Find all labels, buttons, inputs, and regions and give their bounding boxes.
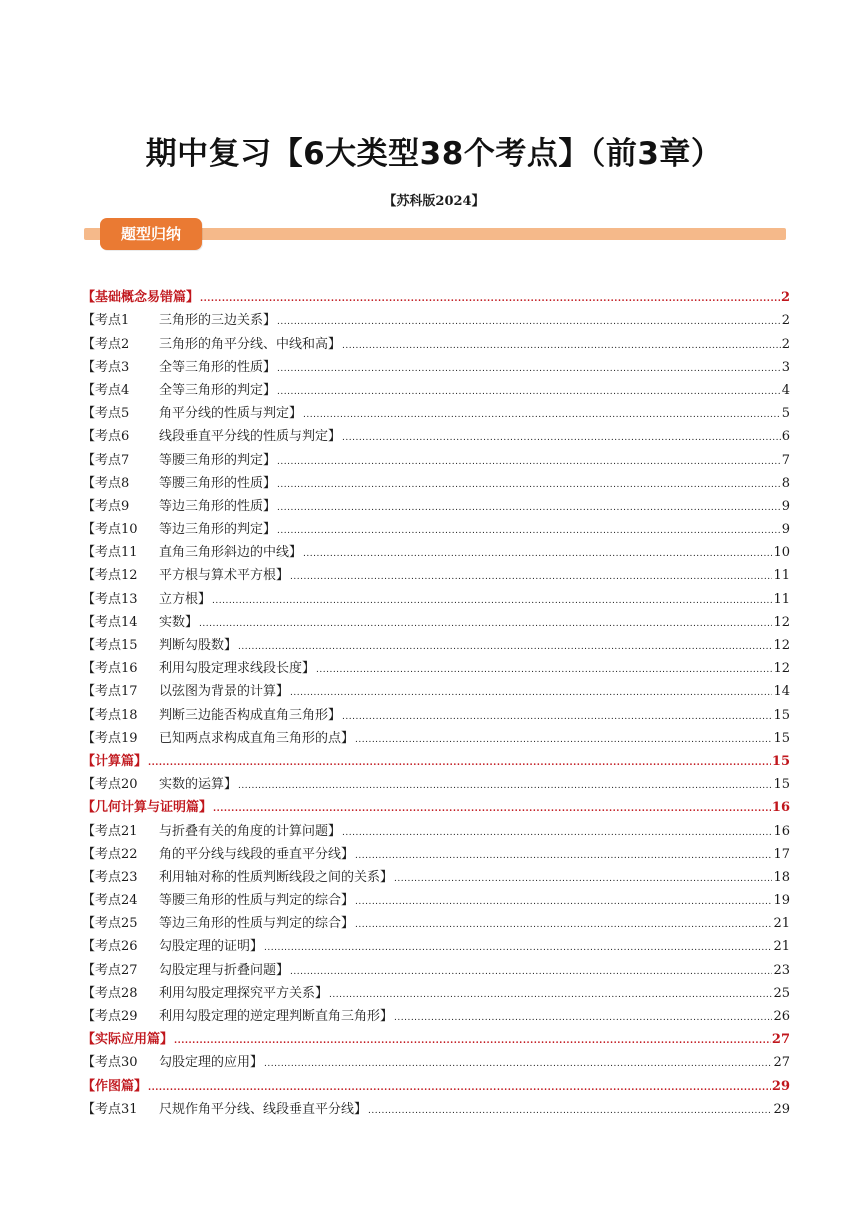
toc-entry-key: 【考点23 <box>82 869 138 885</box>
toc-entry-title: 等边三角形的判定】 <box>159 522 277 538</box>
toc-entry-label <box>82 383 276 399</box>
toc-page-number: 27 <box>771 1032 790 1048</box>
toc-entry-label <box>82 708 341 724</box>
toc-page-number: 2 <box>781 313 790 329</box>
toc-entry-title: 实数】 <box>159 614 199 630</box>
toc-page-number: 8 <box>781 475 790 491</box>
toc-entry-key: 【考点10 <box>82 522 138 538</box>
toc-dot-leader <box>238 640 772 654</box>
toc-entry-key: 【考点17 <box>82 684 138 700</box>
toc-dot-leader <box>264 1057 772 1071</box>
toc-entry-label <box>82 800 212 816</box>
toc-page-number: 18 <box>773 869 790 885</box>
toc-item-row[interactable] <box>82 979 790 1002</box>
toc-page-number: 25 <box>773 985 790 1001</box>
toc-entry-key: 【考点16 <box>82 661 138 677</box>
toc-dot-leader <box>355 733 772 747</box>
toc-page-number: 29 <box>771 1078 790 1094</box>
toc-dot-leader <box>212 594 772 608</box>
toc-dot-leader <box>394 872 772 886</box>
toc-entry-key: 【考点31 <box>82 1101 138 1117</box>
toc-dot-leader <box>303 547 772 561</box>
toc-entry-label <box>82 360 276 376</box>
toc-entry-title: 勾股定理与折叠问题】 <box>159 962 290 978</box>
toc-entry-key: 【考点3 <box>82 359 130 375</box>
toc-entry-title: 全等三角形的判定】 <box>159 382 277 398</box>
toc-dot-leader <box>200 292 780 306</box>
toc-item-row[interactable] <box>82 932 790 955</box>
toc-page-number: 21 <box>773 916 790 932</box>
toc-item-row[interactable] <box>82 654 790 677</box>
toc-entry-title: 勾股定理的证明】 <box>159 939 264 955</box>
toc-item-row[interactable] <box>82 422 790 445</box>
toc-entry-title: 等腰三角形的性质与判定的综合】 <box>159 893 355 909</box>
toc-page-number: 5 <box>781 406 790 422</box>
toc-dot-leader <box>329 988 772 1002</box>
toc-item-row[interactable] <box>82 909 790 932</box>
toc-dot-leader <box>290 965 772 979</box>
toc-dot-leader <box>148 1081 771 1095</box>
toc-entry-label <box>82 290 199 306</box>
toc-page-number: 12 <box>773 661 790 677</box>
toc-entry-label <box>82 522 276 538</box>
toc-entry-label <box>82 406 302 422</box>
section-banner-tab: 题型归纳 <box>100 218 202 250</box>
toc-entry-label <box>82 963 289 979</box>
toc-dot-leader <box>238 779 772 793</box>
toc-entry-title: 利用轴对称的性质判断线段之间的关系】 <box>159 869 394 885</box>
toc-page-number: 11 <box>773 591 790 607</box>
toc-dot-leader <box>342 431 781 445</box>
toc-item-row[interactable] <box>82 700 790 723</box>
toc-entry-label <box>82 824 341 840</box>
toc-page-number: 15 <box>773 707 790 723</box>
toc-page-number: 26 <box>773 1009 790 1024</box>
toc-entry-title: 角平分线的性质与判定】 <box>159 406 303 422</box>
toc-page-number: 16 <box>773 823 790 839</box>
toc-entry-label <box>82 1102 367 1118</box>
toc-entry-key: 【考点26 <box>82 939 138 955</box>
toc-entry-label <box>82 545 302 561</box>
toc-item-row[interactable] <box>82 1002 790 1025</box>
toc-dot-leader <box>148 756 771 770</box>
toc-entry-label <box>82 337 341 353</box>
toc-section-row[interactable] <box>82 1071 790 1094</box>
toc-dot-leader <box>277 501 781 515</box>
toc-entry-title: 判断三边能否构成直角三角形】 <box>159 707 342 723</box>
toc-entry-key: 【考点24 <box>82 893 138 909</box>
toc-entry-title: 直角三角形斜边的中线】 <box>159 545 303 561</box>
toc-entry-label <box>82 453 276 469</box>
toc-entry-label <box>82 313 276 329</box>
toc-page-number: 4 <box>781 382 790 398</box>
toc-entry-key: 【考点21 <box>82 823 138 839</box>
toc-page-number: 15 <box>773 730 790 746</box>
toc-page-number: 14 <box>773 684 790 700</box>
toc-page-number: 7 <box>781 452 790 468</box>
toc-dot-leader <box>277 524 781 538</box>
toc-entry-key: 【考点8 <box>82 475 130 491</box>
toc-entry-title: 利用勾股定理的逆定理判断直角三角形】 <box>159 1009 394 1024</box>
toc-entry-label <box>82 939 263 955</box>
toc-entry-key: 【考点12 <box>82 568 138 584</box>
toc-dot-leader <box>199 617 772 631</box>
toc-item-row[interactable] <box>82 886 790 909</box>
toc-entry-title: 已知两点求构成直角三角形的点】 <box>159 730 355 746</box>
toc-entry-key: 【考点6 <box>82 429 130 445</box>
toc-item-row[interactable] <box>82 1048 790 1071</box>
toc-entry-key: 【考点29 <box>82 1009 138 1024</box>
toc-entry-title: 勾股定理的应用】 <box>159 1055 264 1071</box>
toc-entry-key: 【考点4 <box>82 382 130 398</box>
toc-entry-label <box>82 916 354 932</box>
toc-page-number: 2 <box>780 290 790 306</box>
toc-dot-leader <box>264 941 772 955</box>
toc-entry-key: 【考点25 <box>82 916 138 932</box>
toc-page-number: 3 <box>781 359 790 375</box>
toc-page-number: 12 <box>773 614 790 630</box>
toc-dot-leader <box>355 918 772 932</box>
toc-entry-key: 【考点2 <box>82 336 130 352</box>
toc-dot-leader <box>342 826 772 840</box>
toc-page-number: 29 <box>773 1101 790 1117</box>
toc-page-number: 11 <box>773 568 790 584</box>
toc-entry-title: 三角形的三边关系】 <box>159 313 277 329</box>
toc-entry-label <box>82 731 354 747</box>
toc-entry-title: 全等三角形的性质】 <box>159 359 277 375</box>
toc-dot-leader <box>277 478 781 492</box>
toc-item-row[interactable] <box>82 863 790 886</box>
toc-entry-label <box>82 1009 393 1025</box>
toc-entry-title: 立方根】 <box>159 591 212 607</box>
toc-entry-label <box>82 1055 263 1071</box>
toc-item-row[interactable] <box>82 329 790 352</box>
toc-entry-title: 等腰三角形的性质】 <box>159 475 277 491</box>
toc-entry-key: 【基础概念易错篇】 <box>82 290 200 306</box>
toc-entry-title: 等腰三角形的判定】 <box>159 452 277 468</box>
toc-entry-label <box>82 568 289 584</box>
toc-entry-key: 【考点7 <box>82 452 130 468</box>
toc-item-row[interactable] <box>82 376 790 399</box>
toc-entry-title: 与折叠有关的角度的计算问题】 <box>159 823 342 839</box>
toc-entry-title: 判断勾股数】 <box>159 638 238 653</box>
toc-page-number: 12 <box>773 638 790 653</box>
toc-entry-key: 【考点18 <box>82 707 138 723</box>
toc-entry-title: 利用勾股定理求线段长度】 <box>159 661 316 677</box>
toc-item-row[interactable] <box>82 1095 790 1118</box>
toc-entry-label <box>82 499 276 515</box>
toc-item-row[interactable] <box>82 724 790 747</box>
toc-page-number: 10 <box>773 545 790 561</box>
toc-entry-key: 【考点9 <box>82 498 130 514</box>
toc-dot-leader <box>277 385 781 399</box>
document-title: 期中复习【6大类型38个考点】（前3章） <box>145 136 723 172</box>
toc-entry-title: 尺规作角平分线、线段垂直平分线】 <box>159 1101 368 1117</box>
toc-page-number: 19 <box>773 893 790 909</box>
toc-entry-label <box>82 870 393 886</box>
toc-entry-label <box>82 893 354 909</box>
toc-dot-leader <box>290 686 772 700</box>
toc-entry-key: 【考点14 <box>82 614 138 630</box>
toc-item-row[interactable] <box>82 816 790 839</box>
toc-item-row[interactable] <box>82 631 790 654</box>
toc-page-number: 16 <box>771 800 790 816</box>
toc-entry-title: 等边三角形的性质】 <box>159 498 277 514</box>
toc-entry-title: 以弦图为背景的计算】 <box>159 684 290 700</box>
toc-item-row[interactable] <box>82 561 790 584</box>
toc-entry-key: 【作图篇】 <box>82 1078 148 1094</box>
toc-item-row[interactable] <box>82 469 790 492</box>
toc-dot-leader <box>303 408 781 422</box>
toc-entry-key: 【几何计算与证明篇】 <box>82 800 213 816</box>
toc-entry-key: 【实际应用篇】 <box>82 1032 174 1048</box>
toc-entry-key: 【考点28 <box>82 985 138 1001</box>
toc-item-row[interactable] <box>82 445 790 468</box>
toc-dot-leader <box>174 1034 771 1048</box>
toc-section-row[interactable] <box>82 747 790 770</box>
toc-page-number: 6 <box>781 429 790 445</box>
toc-entry-key: 【考点15 <box>82 638 138 653</box>
toc-item-row[interactable] <box>82 608 790 631</box>
toc-dot-leader <box>355 849 772 863</box>
toc-dot-leader <box>213 802 771 816</box>
toc-entry-label <box>82 684 289 700</box>
toc-entry-key: 【考点1 <box>82 313 130 329</box>
toc-dot-leader <box>342 710 772 724</box>
toc-entry-label <box>82 777 237 793</box>
toc-section-row[interactable] <box>82 1025 790 1048</box>
toc-entry-label <box>82 847 354 863</box>
toc-page-number: 15 <box>773 777 790 793</box>
toc-dot-leader <box>277 455 781 469</box>
toc-entry-label <box>82 754 147 770</box>
toc-page-number: 27 <box>773 1055 790 1071</box>
toc-entry-title: 三角形的角平分线、中线和高】 <box>159 336 342 352</box>
document-subtitle: 【苏科版2024】 <box>383 194 485 209</box>
toc-entry-key: 【考点19 <box>82 730 138 746</box>
toc-dot-leader <box>355 895 772 909</box>
toc-entry-label <box>82 986 328 1002</box>
toc-page-number: 9 <box>781 498 790 514</box>
toc-item-row[interactable] <box>82 770 790 793</box>
toc-dot-leader <box>290 570 772 584</box>
toc-dot-leader <box>394 1011 772 1025</box>
toc-entry-label <box>82 476 276 492</box>
toc-page-number: 15 <box>771 753 790 769</box>
toc-entry-title: 平方根与算术平方根】 <box>159 568 290 584</box>
toc-entry-key: 【考点5 <box>82 406 130 422</box>
toc-item-row[interactable] <box>82 840 790 863</box>
toc-item-row[interactable] <box>82 538 790 561</box>
toc-page-number: 23 <box>773 962 790 978</box>
toc-entry-key: 【考点11 <box>82 545 138 561</box>
toc-entry-key: 【考点20 <box>82 777 138 793</box>
toc-section-row[interactable] <box>82 283 790 306</box>
toc-item-row[interactable] <box>82 955 790 978</box>
toc-dot-leader <box>342 339 781 353</box>
toc-page-number: 2 <box>781 336 790 352</box>
toc-section-row[interactable] <box>82 793 790 816</box>
toc-entry-title: 等边三角形的性质与判定的综合】 <box>159 916 355 932</box>
toc-entry-title: 角的平分线与线段的垂直平分线】 <box>159 846 355 862</box>
toc-entry-key: 【考点30 <box>82 1055 138 1071</box>
toc-entry-key: 【考点13 <box>82 591 138 607</box>
toc-item-row[interactable] <box>82 492 790 515</box>
toc-entry-label <box>82 615 198 631</box>
toc-dot-leader <box>368 1104 772 1118</box>
toc-page-number: 17 <box>773 846 790 862</box>
toc-page-number: 21 <box>773 939 790 955</box>
toc-item-row[interactable] <box>82 353 790 376</box>
toc-item-row[interactable] <box>82 306 790 329</box>
toc-entry-title: 线段垂直平分线的性质与判定】 <box>159 429 342 445</box>
toc-dot-leader <box>277 315 781 329</box>
toc-entry-title: 利用勾股定理探究平方关系】 <box>159 985 329 1001</box>
toc-entry-key: 【考点27 <box>82 962 138 978</box>
toc-item-row[interactable] <box>82 677 790 700</box>
toc-entry-label <box>82 661 315 677</box>
table-of-contents <box>82 283 790 1118</box>
toc-entry-label <box>82 429 341 445</box>
toc-entry-key: 【计算篇】 <box>82 753 148 769</box>
toc-page-number: 9 <box>781 522 790 538</box>
toc-entry-label <box>82 1032 173 1048</box>
toc-item-row[interactable] <box>82 584 790 607</box>
toc-entry-title: 实数的运算】 <box>159 777 238 793</box>
toc-entry-key: 【考点22 <box>82 846 138 862</box>
toc-entry-label <box>82 592 211 608</box>
toc-item-row[interactable] <box>82 515 790 538</box>
toc-entry-label <box>82 1079 147 1095</box>
toc-dot-leader <box>277 362 781 376</box>
toc-dot-leader <box>316 663 772 677</box>
toc-entry-label <box>82 638 237 654</box>
toc-item-row[interactable] <box>82 399 790 422</box>
